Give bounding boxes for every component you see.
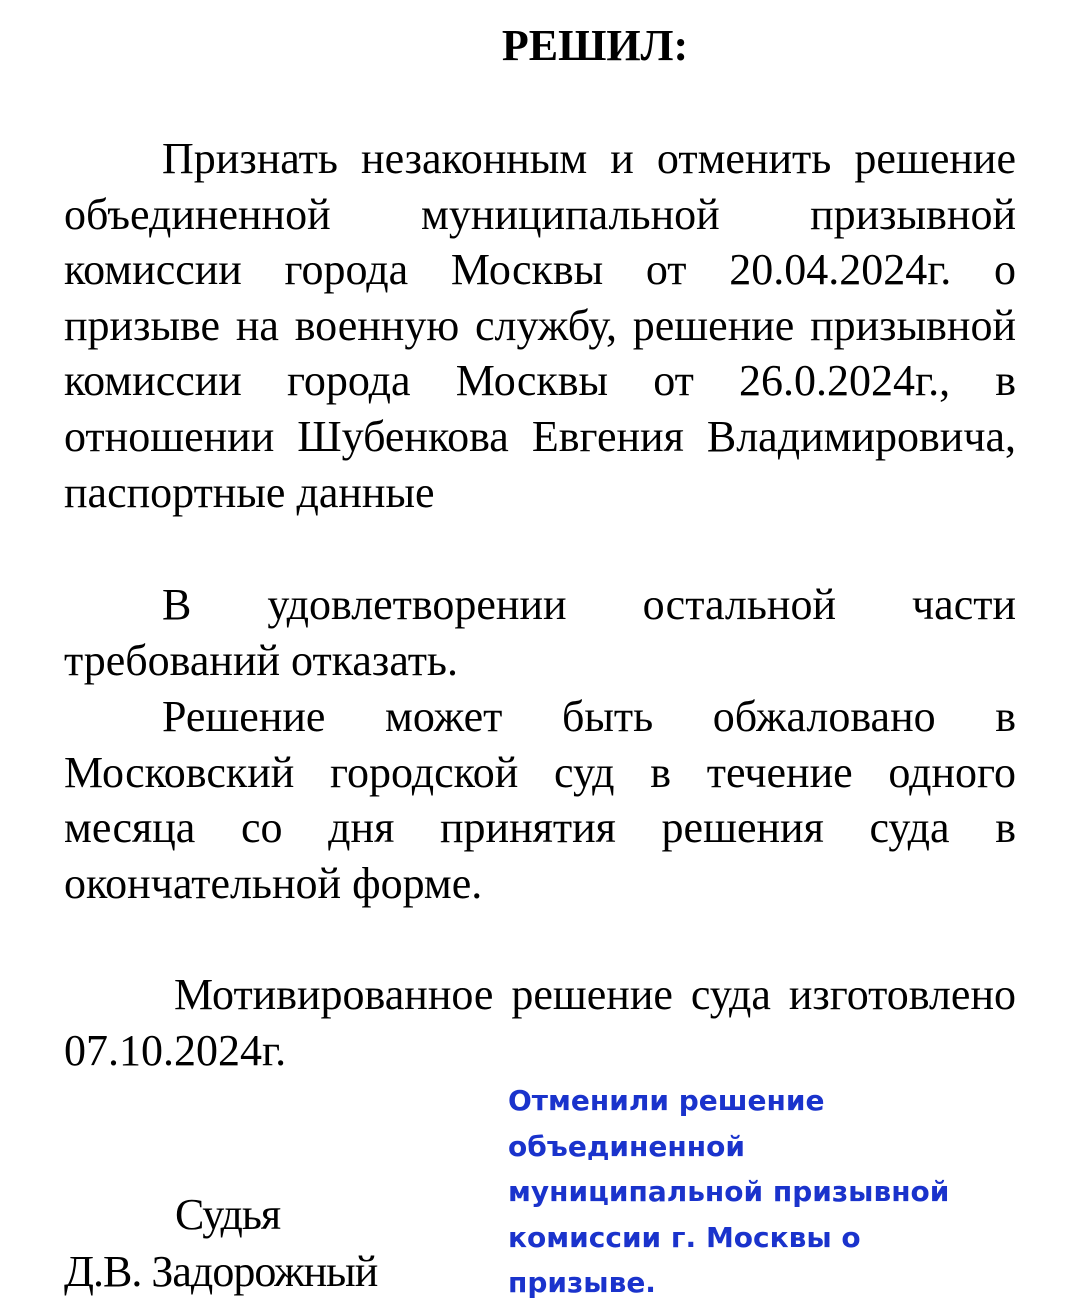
decision-paragraph-motivated: Мотивированное решение суда изготовлено 07.10.2024г. xyxy=(64,970,1016,1075)
decision-paragraph-refuse: В удовлетворении остальной части требований отказать. xyxy=(64,580,1016,685)
judge-title: Судья xyxy=(175,1190,281,1239)
decision-paragraph-annul: Признать незаконным и отменить решение объединенной муниципальной призывной комиссии города Москвы от 20.04.2024г. о призыве на военную службу, решение призывной комиссии города Москвы от 26.0.2024г., в отношении Шубенкова Евгения Владимировича, паспортные данные xyxy=(64,134,1016,517)
annotation-note: Отменили решение объединенной муниципальной призывной комиссии г. Москвы о призыве. xyxy=(508,1084,950,1299)
judge-name: Д.В. Задорожный xyxy=(64,1247,378,1296)
decision-heading: РЕШИЛ: xyxy=(501,21,689,70)
decision-paragraph-appeal: Решение может быть обжаловано в Московский городской суд в течение одного месяца со дня принятия решения суда в окончательной форме. xyxy=(64,692,1016,908)
